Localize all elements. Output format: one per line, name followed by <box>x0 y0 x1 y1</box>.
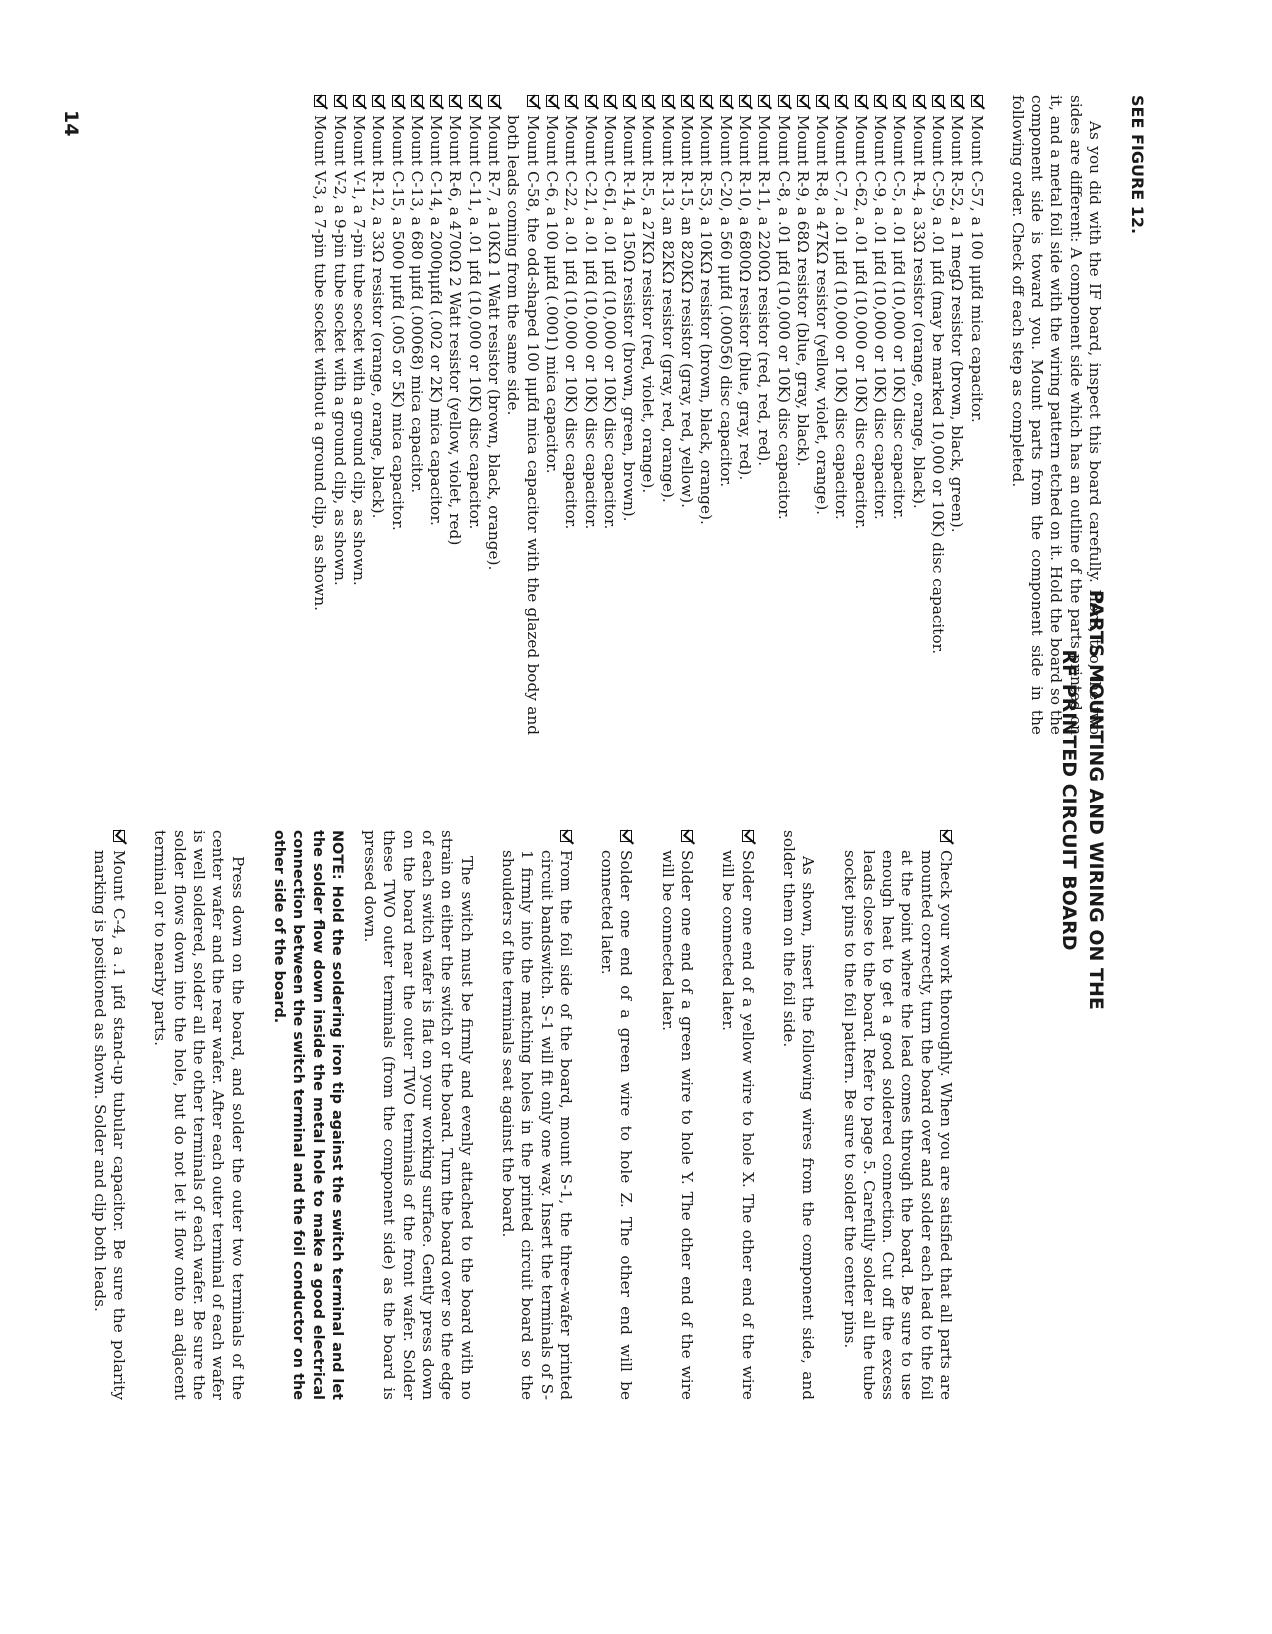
checkbox-checked-icon[interactable] <box>372 95 384 107</box>
step-text: Mount C-9, a .01 μfd (10,000 or 10K) disc capacitor. <box>871 115 890 520</box>
step-item <box>966 95 985 735</box>
step-text: Mount R-13, an 82KΩ resistor (gray, red, orange). <box>658 115 677 503</box>
step-text: Mount R-9, a 68Ω resistor (blue, gray, black). <box>793 115 812 467</box>
checkbox-checked-icon[interactable] <box>565 95 577 107</box>
step-text: Mount V-2, a 9-pin tube socket with a ground clip, as shown. <box>330 115 349 586</box>
step-text: Mount R-4, a 33Ω resistor (orange, orange, black). <box>909 115 928 509</box>
checkbox-checked-icon[interactable] <box>604 95 616 107</box>
checkbox-checked-icon[interactable] <box>411 95 423 107</box>
step-item <box>754 95 773 735</box>
checkbox-checked-icon[interactable] <box>739 95 751 107</box>
step-item <box>850 95 869 735</box>
right-column <box>90 830 955 1400</box>
step-item <box>715 95 734 735</box>
step-mount-s1 <box>498 830 575 1400</box>
checkbox-checked-icon[interactable] <box>778 95 790 107</box>
insert-wires-paragraph: As shown, insert the following wires from the component side, and solder them on the foil side. <box>779 830 818 1400</box>
checkbox-checked-icon[interactable] <box>758 95 770 107</box>
step-text: Mount C-22, a .01 μfd (10,000 or 10K) disc capacitor. <box>562 115 581 530</box>
title-line-2: RF PRINTED CIRCUIT BOARD <box>1058 649 1080 951</box>
checkbox-checked-icon[interactable] <box>874 95 886 107</box>
step-item <box>368 95 387 735</box>
step-text: Mount C-7, a .01 μfd (10,000 or 10K) disc capacitor. <box>832 115 851 520</box>
checkbox-checked-icon[interactable] <box>893 95 905 107</box>
step-text: Mount C-14, a 2000μμfd (.002 or 2K) mica capacitor. <box>427 115 446 526</box>
note-paragraph: NOTE: Hold the soldering iron tip against the switch terminal and let the solder flow down inside the metal hole to make a good electrical connection between the switch terminal and the foil conductor on the other side of the board. <box>270 830 345 1400</box>
checkbox-checked-icon[interactable] <box>450 95 462 107</box>
checkbox-checked-icon[interactable] <box>469 95 481 107</box>
step-text: Mount C-57, a 100 μμfd mica capacitor. <box>967 115 986 423</box>
checkbox-checked-icon[interactable] <box>662 95 674 107</box>
step-item <box>908 95 927 735</box>
step-green-wire-z <box>597 830 636 1400</box>
step-item <box>580 95 599 735</box>
step-text: Mount C-5, a .01 μfd (10,000 or 10K) disc capacitor. <box>890 115 909 520</box>
step-item <box>465 95 484 735</box>
page-number: 14 <box>60 110 82 137</box>
step-text: Mount R-10, a 6800Ω resistor (blue, gray, red). <box>735 115 754 481</box>
title-line-1: PARTS MOUNTING AND WIRING ON THE <box>1085 590 1107 1010</box>
step-text: Mount C-61, a .01 μfd (10,000 or 10K) disc capacitor. <box>600 115 619 530</box>
step-text: From the foil side of the board, mount S-1, the three-wafer printed circuit bandswitch. S-1 will fit only one way. Insert the terminals of S-1 firmly into the matching holes in the printed circuit board so the shoulders of the terminals seat against the board. <box>498 850 575 1400</box>
step-item <box>329 95 348 735</box>
checkbox-checked-icon[interactable] <box>681 830 693 842</box>
step-text: Mount C-59, a .01 μfd (may be marked 10,000 or 10K) disc capacitor. <box>928 115 947 655</box>
step-text: Mount C-20, a 560 μμfd (.00056) disc capacitor. <box>716 115 735 488</box>
step-item <box>812 95 831 735</box>
step-text: Mount R-15, an 820KΩ resistor (gray, red, yellow). <box>678 115 697 508</box>
checkbox-checked-icon[interactable] <box>913 95 925 107</box>
step-text: Mount C-62, a .01 μfd (10,000 or 10K) disc capacitor. <box>851 115 870 530</box>
step-text: Mount C-6, a 100 μμfd (.0001) mica capacitor. <box>542 115 561 474</box>
checkbox-checked-icon[interactable] <box>430 95 442 107</box>
intro-paragraph: As you did with the IF board, inspect this board carefully. Here, too, the two sides are different: A component side which has an outline of the parts printed on it, and a metal foil side with the wiring pattern etched on it. Hold the board so the component side is toward you. Mount parts from the component side in the following order. Check off each step as completed. <box>1008 95 1104 735</box>
checkbox-checked-icon[interactable] <box>113 830 125 842</box>
step-item <box>619 95 638 735</box>
checkbox-checked-icon[interactable] <box>546 95 558 107</box>
step-yellow-wire <box>718 830 757 1400</box>
step-text: Solder one end of a yellow wire to hole X. The other end of the wire will be connected later. <box>719 850 757 1400</box>
step-green-wire-y <box>657 830 696 1400</box>
checkbox-checked-icon[interactable] <box>353 95 365 107</box>
step-text: Mount V-3, a 7-pin tube socket without a ground clip, as shown. <box>311 115 330 611</box>
step-text: Mount R-5, a 27KΩ resistor (red, violet, orange). <box>639 115 658 494</box>
step-item <box>445 95 464 735</box>
step-item <box>947 95 966 735</box>
step-text: Mount C-15, a 5000 μμfd (.005 or 5K) mica capacitor. <box>388 115 407 531</box>
checkbox-checked-icon[interactable] <box>940 830 952 842</box>
step-item <box>349 95 368 735</box>
step-text: Mount C-8, a .01 μfd (10,000 or 10K) disc capacitor. <box>774 115 793 520</box>
checkbox-checked-icon[interactable] <box>720 95 732 107</box>
checkbox-checked-icon[interactable] <box>681 95 693 107</box>
left-column <box>310 95 1147 735</box>
step-text: Solder one end of a green wire to hole Z. The other end will be connected later. <box>598 850 636 1400</box>
step-item <box>889 95 908 735</box>
checkbox-checked-icon[interactable] <box>835 95 847 107</box>
step-item <box>677 95 696 735</box>
step-item <box>503 95 542 735</box>
step-text: Mount V-1, a 7-pin tube socket with a ground clip, as shown. <box>350 115 369 586</box>
checkbox-checked-icon[interactable] <box>334 95 346 107</box>
step-item <box>773 95 792 735</box>
checkbox-checked-icon[interactable] <box>742 830 754 842</box>
step-text: Mount C-11, a .01 μfd (10,000 or 10K) disc capacitor. <box>465 115 484 530</box>
checkbox-checked-icon[interactable] <box>623 95 635 107</box>
step-item <box>928 95 947 735</box>
step-item <box>870 95 889 735</box>
step-text: Solder one end of a green wire to hole Y. The other end of the wire will be connected later. <box>658 850 697 1400</box>
press-paragraph: Press down on the board, and solder the outer two terminals of the center wafer and the rear wafer. After each outer terminal of each wafer is well soldered, solder all the other terminals of each wafer. Be sure the solder flows down into the hole, but do not let it flow onto an adjacent terminal or to nearby parts. <box>151 830 247 1400</box>
step-item <box>638 95 657 735</box>
step-item <box>657 95 676 735</box>
step-item <box>426 95 445 735</box>
step-text: Mount R-14, a 150Ω resistor (brown, green, brown). <box>620 115 639 522</box>
step-text: Check your work thoroughly. When you are satisfied that all parts are mounted correctly, turn the board over and solder each lead to the foil at the point where the lead comes through the board. Be sure to use enough heat to get a good soldered connection. Cut off the excess leads close to the board. Refer to page 5. Carefully solder all the tube socket pins to the foil pattern. Be sure to solder the center pins. <box>840 850 955 1400</box>
checkbox-checked-icon[interactable] <box>951 95 963 107</box>
step-item <box>735 95 754 735</box>
checkbox-checked-icon[interactable] <box>314 95 326 107</box>
step-text: Mount C-21, a .01 μfd (10,000 or 10K) disc capacitor. <box>581 115 600 530</box>
step-text: Mount R-6, a 4700Ω 2 Watt resistor (yellow, violet, red) <box>446 115 465 546</box>
checkbox-checked-icon[interactable] <box>971 95 983 107</box>
step-item <box>407 95 426 735</box>
checkbox-checked-icon[interactable] <box>797 95 809 107</box>
checkbox-checked-icon[interactable] <box>527 95 539 107</box>
checkbox-checked-icon[interactable] <box>700 95 712 107</box>
step-item <box>561 95 580 735</box>
step-text: Mount R-8, a 47KΩ resistor (yellow, violet, orange). <box>813 115 832 516</box>
step-text: Mount C-58, the odd-shaped 100 μμfd mica capacitor with the glazed body and both leads coming from the same side. <box>504 115 542 735</box>
checkbox-checked-icon[interactable] <box>642 95 654 107</box>
step-mount-c4 <box>90 830 129 1400</box>
checkbox-checked-icon[interactable] <box>932 95 944 107</box>
step-text: Mount C-13, a 680 μμfd (.00068) mica capacitor. <box>407 115 426 494</box>
checkbox-checked-icon[interactable] <box>816 95 828 107</box>
step-list <box>310 95 985 735</box>
step-item <box>542 95 561 735</box>
checkbox-checked-icon[interactable] <box>620 830 632 842</box>
step-item <box>793 95 812 735</box>
checkbox-checked-icon[interactable] <box>855 95 867 107</box>
step-text: Mount R-11, a 2200Ω resistor (red, red, red). <box>755 115 774 467</box>
step-text: Mount R-7, a 10KΩ 1 Watt resistor (brown, black, orange). <box>485 115 504 571</box>
step-text: Mount R-53, a 10KΩ resistor (brown, black, orange). <box>697 115 716 525</box>
step-text: Mount R-12, a 33Ω resistor (orange, orange, black). <box>369 115 388 519</box>
step-check-work <box>839 830 955 1400</box>
step-item <box>831 95 850 735</box>
step-item <box>310 95 329 735</box>
checkbox-checked-icon[interactable] <box>560 830 572 842</box>
checkbox-checked-icon[interactable] <box>488 95 500 107</box>
checkbox-checked-icon[interactable] <box>585 95 597 107</box>
step-text: Mount R-52, a 1 megΩ resistor (brown, black, green). <box>948 115 967 533</box>
step-item <box>600 95 619 735</box>
step-item <box>484 95 503 735</box>
see-figure-heading: SEE FIGURE 12. <box>1128 95 1147 235</box>
step-text: Mount C-4, a .1 μfd stand-up tubular capacitor. Be sure the polarity marking is positioned as shown. Solder and clip both leads. <box>90 850 129 1400</box>
checkbox-checked-icon[interactable] <box>392 95 404 107</box>
step-item <box>387 95 406 735</box>
switch-paragraph: The switch must be firmly and evenly attached to the board with no strain on either the switch or the board. Turn the board over so the edge of each switch wafer is flat on your working surface. Gently press down on the board near the outer TWO terminals of the front wafer. Solder these TWO outer terminals (from the component side) as the board is pressed down. <box>361 830 476 1400</box>
step-item <box>696 95 715 735</box>
